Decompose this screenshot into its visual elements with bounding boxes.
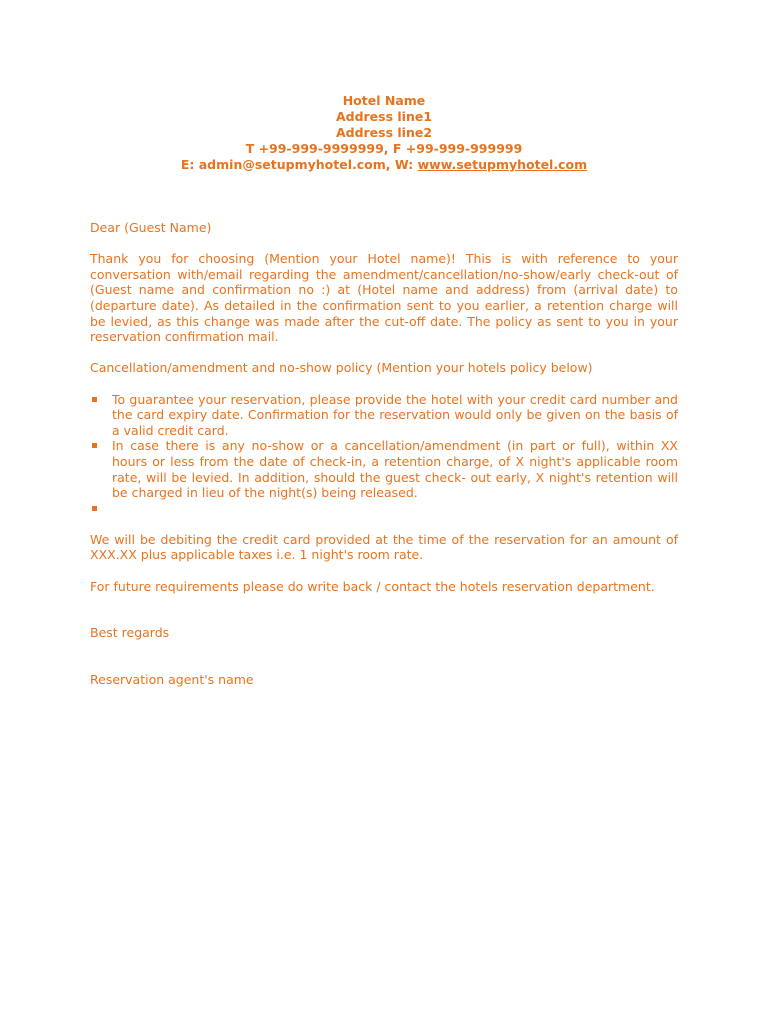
- list-item: In case there is any no-show or a cancellation/amendment (in part or full), within XX hours or less from the date of check-in, a retention charge, of X night's applicable room rate, will be levied. In addition, should the guest check- out early, X night's retention will be charged in lieu of the night(s) being released.: [90, 438, 678, 500]
- address-line2: Address line2: [335, 125, 433, 140]
- salutation: Dear (Guest Name): [90, 220, 212, 235]
- policy-list: [90, 392, 678, 517]
- signature: Reservation agent's name: [90, 672, 254, 688]
- hotel-name: Hotel Name: [342, 93, 426, 108]
- bullet-icon: [92, 506, 97, 511]
- letter-body: [90, 220, 678, 688]
- list-item: [90, 501, 678, 517]
- intro-paragraph: Thank you for choosing (Mention your Hotel name)! This is with reference to your conversation with/email regarding the amendment/cancellation/no-show/early check-out of (Guest name and confirmation no :) at (Hotel name and address) from (arrival date) to (departure date). As detailed in the confirmation sent to you earlier, a retention charge will be levied, as this change was made after the cut-off date. The policy as sent to you in your reservation confirmation mail.: [90, 251, 678, 345]
- phone-fax: T +99-999-9999999, F +99-999-999999: [245, 141, 523, 156]
- policy-heading: Cancellation/amendment and no-show policy (Mention your hotels policy below): [90, 360, 593, 376]
- debit-paragraph: We will be debiting the credit card provided at the time of the reservation for an amount of XXX.XX plus applicable taxes i.e. 1 night's room rate.: [90, 531, 678, 563]
- website-link[interactable]: www.setupmyhotel.com: [417, 157, 588, 172]
- bullet-icon: [92, 397, 97, 402]
- email-text: E: admin@setupmyhotel.com, W:: [180, 157, 418, 172]
- list-item: To guarantee your reservation, please provide the hotel with your credit card number and the card expiry date. Confirmation for the reservation would only be given on the basis of a valid credit card.: [90, 392, 678, 439]
- bullet-icon: [92, 443, 97, 448]
- closing: Best regards: [90, 625, 170, 641]
- future-paragraph: For future requirements please do write back / contact the hotels reservation department.: [90, 578, 655, 594]
- contact-line: [90, 157, 678, 173]
- address-line1: Address line1: [335, 109, 433, 124]
- hotel-header: [90, 93, 678, 173]
